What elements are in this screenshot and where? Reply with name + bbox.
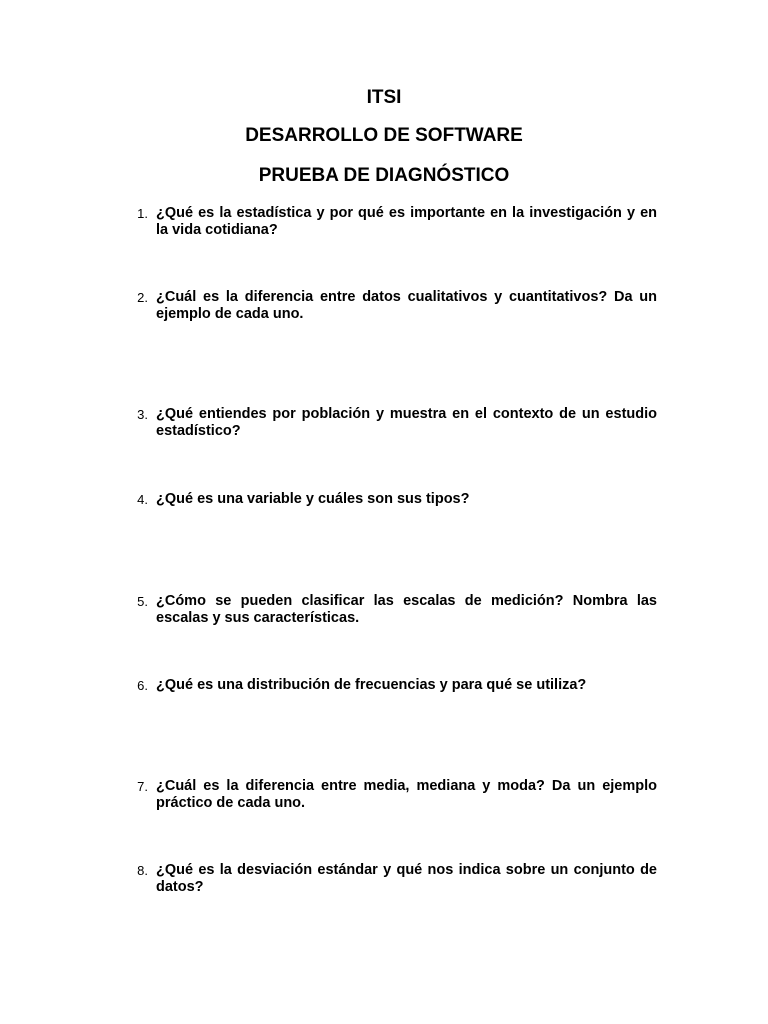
question-number: 1. [137, 206, 148, 221]
question-number: 6. [137, 678, 148, 693]
question-number: 3. [137, 407, 148, 422]
question-text: ¿Qué es una distribución de frecuencias y para qué se utiliza? [156, 677, 587, 693]
question-text: ¿Cuál es la diferencia entre datos cualitativos y cuantitativos? Da un ejemplo de cada uno. [156, 289, 657, 322]
question-text: ¿Qué es la desviación estándar y qué nos indica sobre un conjunto de datos? [156, 862, 657, 895]
question-number: 2. [137, 290, 148, 305]
question-text: ¿Cuál es la diferencia entre media, mediana y moda? Da un ejemplo práctico de cada uno. [156, 778, 657, 811]
organization-heading: ITSI [366, 87, 402, 108]
question-number: 5. [137, 594, 148, 609]
question-text: ¿Qué es la estadística y por qué es importante en la investigación y en la vida cotidiana? [156, 205, 657, 238]
question-text: ¿Qué es una variable y cuáles son sus tipos? [156, 491, 470, 507]
question-text: ¿Cómo se pueden clasificar las escalas de medición? Nombra las escalas y sus características. [156, 593, 657, 626]
question-text: ¿Qué entiendes por población y muestra en el contexto de un estudio estadístico? [156, 406, 657, 439]
program-heading: DESARROLLO DE SOFTWARE [245, 125, 523, 146]
question-number: 7. [137, 779, 148, 794]
question-number: 4. [137, 492, 148, 507]
question-number: 8. [137, 863, 148, 878]
test-title: PRUEBA DE DIAGNÓSTICO [258, 165, 510, 186]
